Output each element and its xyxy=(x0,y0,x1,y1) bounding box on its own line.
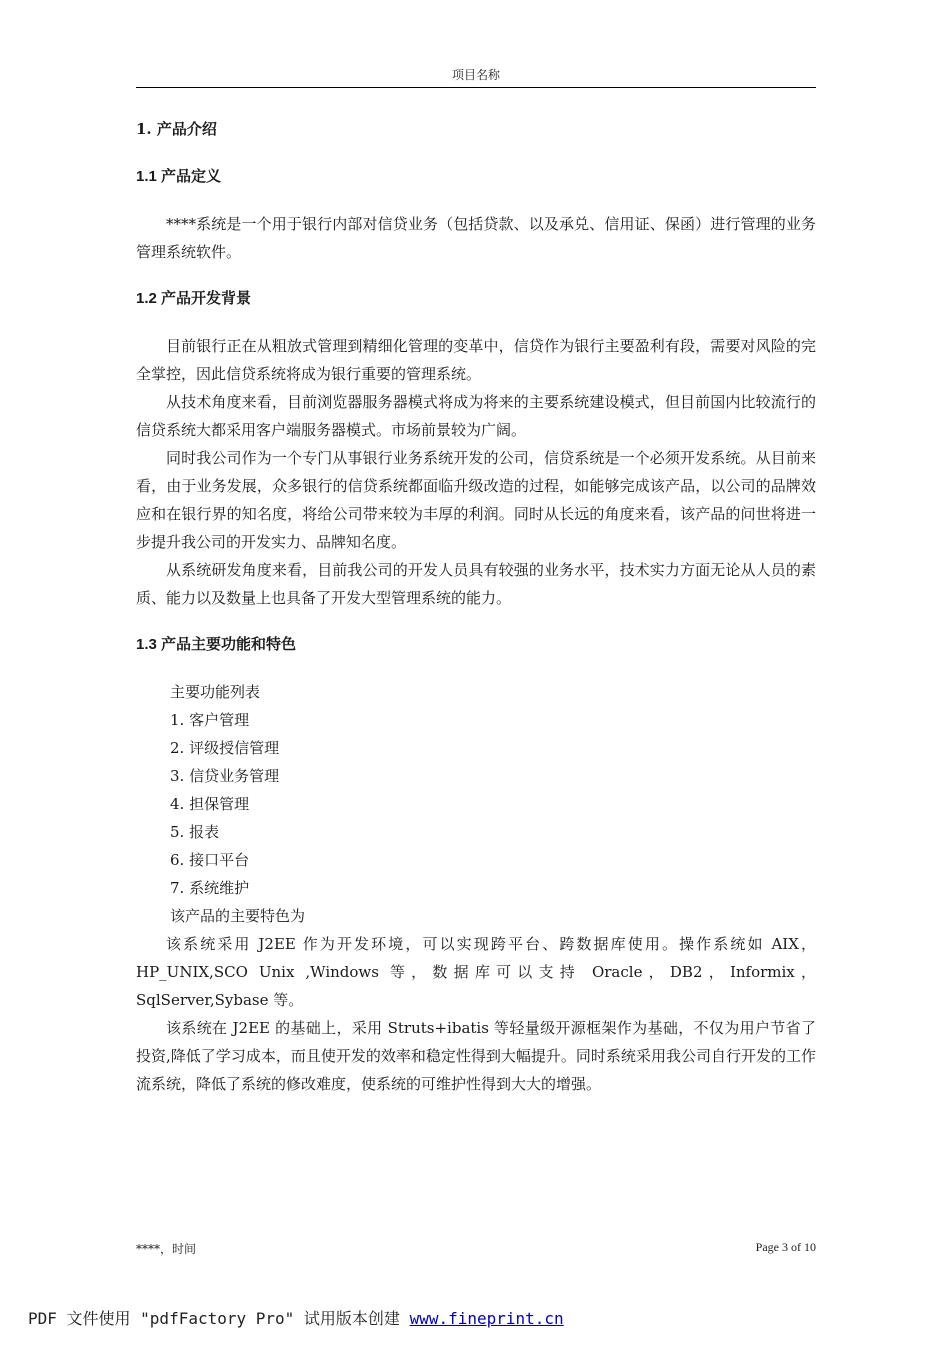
paragraph: 同时我公司作为一个专门从事银行业务系统开发的公司，信贷系统是一个必须开发系统。从目前来看，由于业务发展，众多银行的信贷系统都面临升级改造的过程，如能够完成该产品，以公司的品牌效应和在银行界的知名度，将给公司带来较为丰厚的利润。同时从长远的角度来看，该产品的问世将进一步提升我公司的开发实力、品牌知名度。 xyxy=(136,449,816,551)
function-list xyxy=(136,706,816,902)
footer-left: ****，时间 xyxy=(136,1242,197,1256)
page-header: 项目名称 xyxy=(451,68,500,82)
section-heading-1-3: 1.3 产品主要功能和特色 xyxy=(136,636,297,653)
pdf-watermark xyxy=(28,1306,564,1329)
paragraph: 目前银行正在从粗放式管理到精细化管理的变革中，信贷作为银行主要盈利有段，需要对风险的完全掌控，因此信贷系统将成为银行重要的管理系统。 xyxy=(136,337,816,383)
list-item: 7. 系统维护 xyxy=(170,879,250,897)
feature-section xyxy=(136,678,816,1098)
list-item: 2. 评级授信管理 xyxy=(170,739,280,757)
paragraph: 从系统研发角度来看，目前我公司的开发人员具有较强的业务水平，技术实力方面无论从人员的素质、能力以及数量上也具备了开发大型管理系统的能力。 xyxy=(136,561,816,607)
list-item: 1. 客户管理 xyxy=(170,711,250,729)
paragraph: ****系统是一个用于银行内部对信贷业务（包括贷款、以及承兑、信用证、保函）进行管理的业务管理系统软件。 xyxy=(136,215,816,261)
watermark-link[interactable]: www.fineprint.cn xyxy=(409,1309,564,1328)
page-number: Page 3 of 10 xyxy=(755,1240,816,1254)
section-heading-1: 1. 产品介绍 xyxy=(136,120,217,138)
list-item: 5. 报表 xyxy=(170,823,220,841)
watermark-text: PDF 文件使用 "pdfFactory Pro" 试用版本创建 xyxy=(28,1309,410,1328)
features-title: 该产品的主要特色为 xyxy=(170,907,306,925)
header-divider xyxy=(136,87,816,88)
list-item: 3. 信贷业务管理 xyxy=(170,767,280,785)
list-title: 主要功能列表 xyxy=(170,683,261,701)
section-heading-1-2: 1.2 产品开发背景 xyxy=(136,290,252,307)
list-item: 4. 担保管理 xyxy=(170,795,250,813)
paragraph: 从技术角度来看，目前浏览器服务器模式将成为将来的主要系统建设模式，但目前国内比较流行的信贷系统大都采用客户端服务器模式。市场前景较为广阔。 xyxy=(136,393,816,439)
paragraph: 该系统采用 J2EE 作为开发环境，可以实现跨平台、跨数据库使用。操作系统如 AIX，HP_UNIX,SCO Unix ,Windows 等，数据库可以支持 Oracle，DB2，Informix，SqlServer,Sybase 等。 xyxy=(136,935,816,1009)
list-item: 6. 接口平台 xyxy=(170,851,250,869)
document-body xyxy=(136,116,816,1098)
paragraph: 该系统在 J2EE 的基础上，采用 Struts+ibatis 等轻量级开源框架作为基础，不仅为用户节省了投资,降低了学习成本，而且使开发的效率和稳定性得到大幅提升。同时系统采用我公司自行开发的工作流系统，降低了系统的修改难度，使系统的可维护性得到大大的增强。 xyxy=(136,1019,816,1093)
section-heading-1-1: 1.1 产品定义 xyxy=(136,168,222,185)
